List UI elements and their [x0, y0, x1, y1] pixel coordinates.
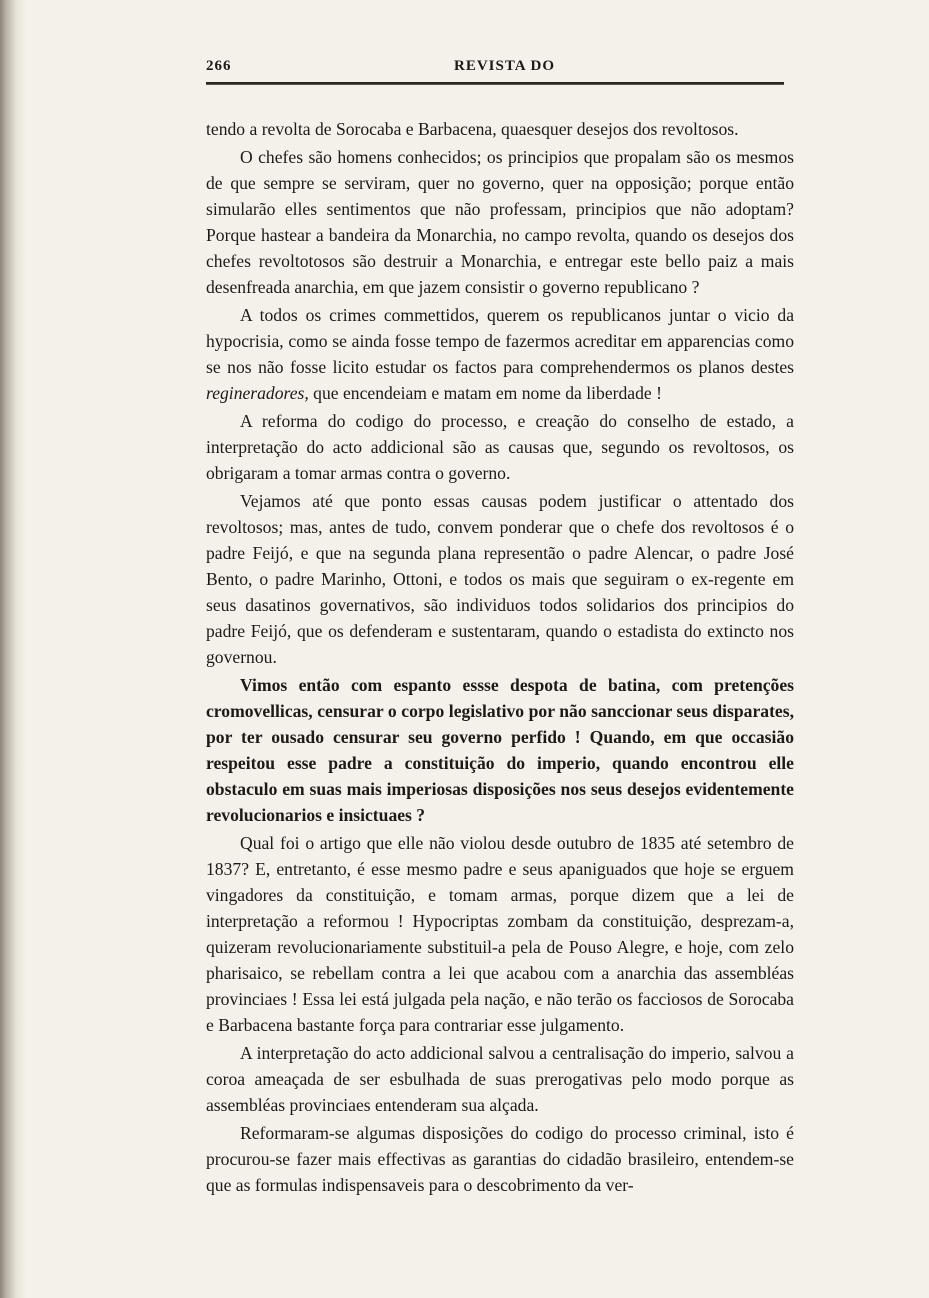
page-binding-edge — [0, 0, 26, 1298]
paragraph: Qual foi o artigo que elle não violou desde outubro de 1835 até setembro de 1837? E, entretanto, é esse mesmo padre e seus apaniguados que hoje se erguem vingadores da constituição, e tomam armas, porque dizem que a lei de interpretação a reformou ! Hypocriptas zombam da constituição, desprezam-a, quizeram revolucionariamente substituil-a pela de Pouso Alegre, e hoje, com zelo pharisaico, se rebellam contra a lei que acabou com a anarchia das assembléas provinciaes ! Essa lei está julgada pela nação, e não terão os facciosos de Sorocaba e Barbacena bastante força para contrariar esse julgamento. — [206, 833, 794, 1035]
paragraph: Reformaram-se algumas disposições do codigo do processo criminal, isto é procurou-se fazer mais effectivas as garantias do cidadão brasileiro, entendem-se que as formulas indispensaveis para o descobrimento da ver- — [206, 1123, 794, 1195]
paragraph-continuation: tendo a revolta de Sorocaba e Barbacena, quaesquer desejos dos revoltosos. — [206, 119, 739, 139]
paragraph: Vejamos até que ponto essas causas podem justificar o attentado dos revoltosos; mas, antes de tudo, convem ponderar que o chefe dos revoltosos é o padre Feijó, e que na segunda plana representão o padre Alencar, o padre José Bento, o padre Marinho, Ottoni, e todos os mais que seguiram o ex-regente em seus dasatinos governativos, são individuos todos solidarios dos principios do padre Feijó, que os defenderam e sustentaram, quando o estadista do extincto nos governou. — [206, 491, 794, 667]
header-rule — [206, 82, 784, 85]
paragraph-text: que encendeiam e matam em nome da liberdade ! — [308, 383, 662, 403]
paragraph — [206, 302, 794, 406]
paragraph: A reforma do codigo do processo, e creação do conselho de estado, a interpretação do acto addicional são as causas que, segundo os revoltosos, os obrigaram a tomar armas contra o governo. — [206, 411, 794, 483]
body-text — [206, 116, 794, 1200]
paragraph-text: A todos os crimes commettidos, querem os republicanos juntar o vicio da hypocrisia, como se ainda fosse tempo de fazermos acreditar em apparencias como se nos não fosse licito estudar os factos para comprehendermos os planos destes — [206, 305, 794, 377]
paragraph: Vimos então com espanto essse despota de batina, com pretenções cromovellicas, censurar o corpo legislativo por não sanccionar seus disparates, por ter ousado censurar seu governo perfido ! Quando, em que occasião respeitou esse padre a constituição do imperio, quando encontrou elle obstaculo em suas mais imperiosas disposições nos seus desejos evidentemente revolucionarios e insictuaes ? — [206, 675, 794, 825]
page-number: 266 — [206, 58, 232, 74]
paragraph: O chefes são homens conhecidos; os principios que propalam são os mesmos de que sempre se serviram, quer no governo, quer na opposição; porque então simularão elles sentimentos que não professam, principios que não adoptam? Porque hastear a bandeira da Monarchia, no campo revolta, quando os desejos dos chefes revoltotosos são destruir a Monarchia, e entregar este bello paiz a mais desenfreada anarchia, em que jazem consistir o governo republicano ? — [206, 147, 794, 297]
running-head — [206, 58, 794, 80]
running-title: REVISTA DO — [454, 58, 555, 74]
italic-word: regineradores, — [206, 383, 309, 403]
document-page — [206, 58, 794, 1195]
paragraph: A interpretação do acto addicional salvou a centralisação do imperio, salvou a coroa ameaçada de ser esbulhada de suas prerogativas pelo modo porque as assembléas provinciaes entenderam sua alçada. — [206, 1043, 794, 1115]
